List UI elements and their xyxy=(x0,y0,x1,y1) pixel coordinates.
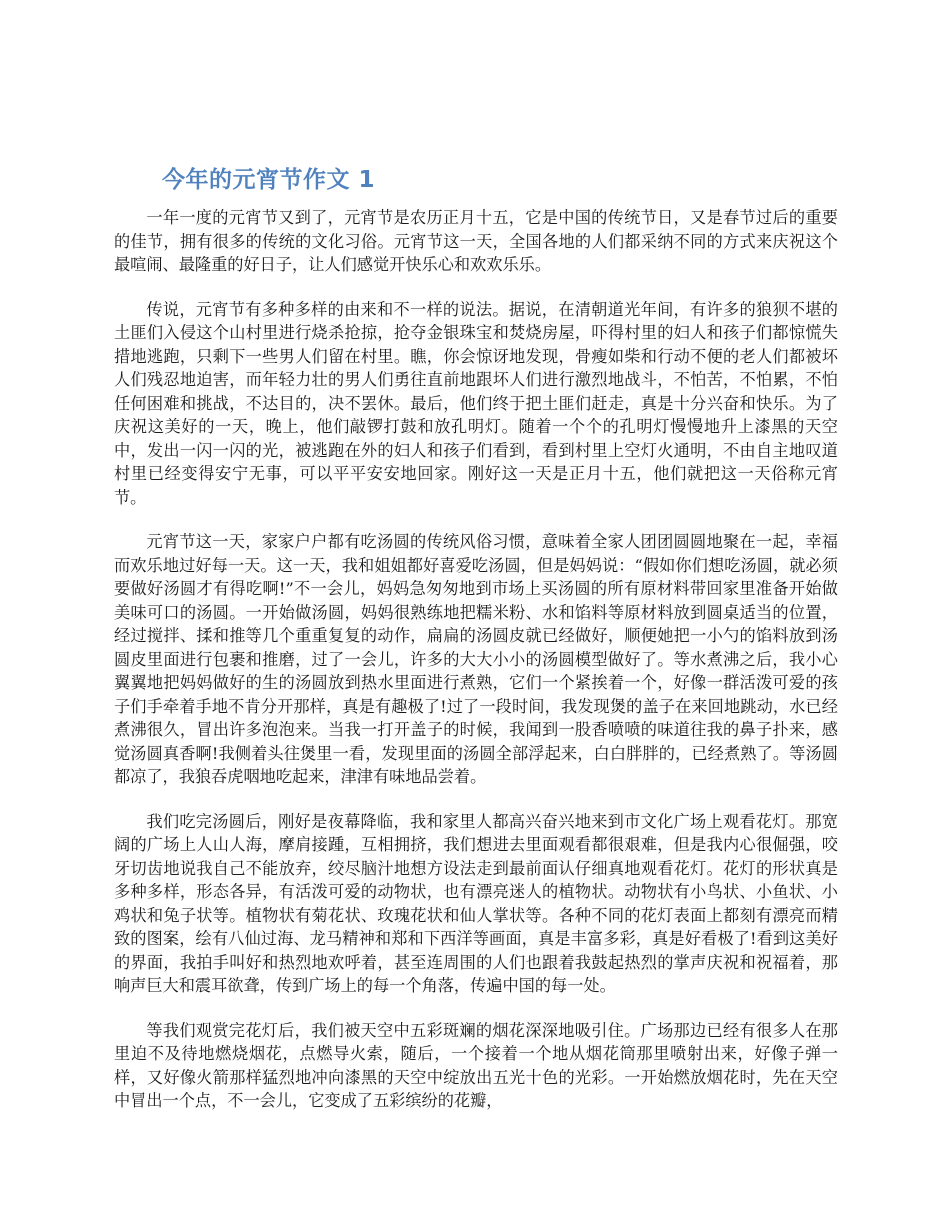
paragraph-lanterns: 我们吃完汤圆后，刚好是夜幕降临，我和家里人都高兴奋兴地来到市文化广场上观看花灯。那宽阔的广场上人山人海，摩肩接踵，互相拥挤，我们想进去里面观看都很艰难，但是我内心很倔强，咬牙切齿地说我自己不能放弃，绞尽脑汁地想方设法走到最前面认仔细真地观看花灯。花灯的形状真是多种多样，形态各异，有活泼可爱的动物状，也有漂亮迷人的植物状。动物状有小鸟状、小鱼状、小鸡状和兔子状等。植物状有菊花状、玫瑰花状和仙人掌状等。各种不同的花灯表面上都刻有漂亮而精致的图案，绘有八仙过海、龙马精神和郑和下西洋等画面，真是丰富多彩，真是好看极了!看到这美好的界面，我拍手叫好和热烈地欢呼着，甚至连周围的人们也跟着我鼓起热烈的掌声庆祝和祝福着，那响声巨大和震耳欲聋，传到广场上的每一个角落，传遍中国的每一处。 xyxy=(114,811,838,995)
paragraph-fireworks: 等我们观赏完花灯后，我们被天空中五彩斑斓的烟花深深地吸引住。广场那边已经有很多人在那里迫不及待地燃烧烟花，点燃导火索，随后，一个接着一个地从烟花筒那里喷射出来，好像子弹一样，又好像火箭那样猛烈地冲向漆黑的天空中绽放出五光十色的光彩。一开始燃放烟花时，先在天空中冒出一个点，不一会儿，它变成了五彩缤纷的花瓣， xyxy=(114,1020,838,1110)
paragraph-legend: 传说，元宵节有多种多样的由来和不一样的说法。据说，在清朝道光年间，有许多的狼狈不堪的土匪们入侵这个山村里进行烧杀抢掠，抢夺金银珠宝和焚烧房屋，吓得村里的妇人和孩子们都惊慌失措地逃跑，只剩下一些男人们留在村里。瞧，你会惊讶地发现，骨瘦如柴和行动不便的老人们都被坏人们残忍地迫害，而年轻力壮的男人们勇往直前地跟坏人们进行激烈地战斗，不怕苦，不怕累，不怕任何困难和挑战，不达目的，决不罢休。最后，他们终于把土匪们赶走，真是十分兴奋和快乐。为了庆祝这美好的一天，晚上，他们敲锣打鼓和放孔明灯。随着一个个的孔明灯慢慢地升上漆黑的天空中，发出一闪一闪的光，被逃跑在外的妇人和孩子们看到，看到村里上空灯火通明，不由自主地叹道村里已经变得安宁无事，可以平平安安地回家。刚好这一天是正月十五，他们就把这一天俗称元宵节。 xyxy=(114,299,838,507)
document-body xyxy=(114,206,838,1134)
document-title: 今年的元宵节作文 1 xyxy=(162,167,376,193)
paragraph-intro: 一年一度的元宵节又到了，元宵节是农历正月十五，它是中国的传统节日，又是春节过后的重要的佳节，拥有很多的传统的文化习俗。元宵节这一天，全国各地的人们都采纳不同的方式来庆祝这个最喧闹、最隆重的好日子，让人们感觉开快乐心和欢欢乐乐。 xyxy=(114,208,838,274)
paragraph-tangyuan: 元宵节这一天，家家户户都有吃汤圆的传统风俗习惯，意味着全家人团团圆圆地聚在一起，幸福而欢乐地过好每一天。这一天，我和姐姐都好喜爱吃汤圆，但是妈妈说：“假如你们想吃汤圆，就必须要做好汤圆才有得吃啊!”不一会儿，妈妈急匆匆地到市场上买汤圆的所有原材料带回家里准备开始做美味可口的汤圆。一开始做汤圆，妈妈很熟练地把糯米粉、水和馅料等原材料放到圆桌适当的位置，经过搅拌、揉和推等几个重重复复的动作，扁扁的汤圆皮就已经做好，顺便她把一小勺的馅料放到汤圆皮里面进行包裹和推磨，过了一会儿，许多的大大小小的汤圆模型做好了。等水煮沸之后，我小心翼翼地把妈妈做好的生的汤圆放到热水里面进行煮熟，它们一个紧挨着一个，好像一群活泼可爱的孩子们手牵着手地不肯分开那样，真是有趣极了!过了一段时间，我发现煲的盖子在来回地跳动，水已经煮沸很久，冒出许多泡泡来。当我一打开盖子的时候，我闻到一股香喷喷的味道往我的鼻子扑来，感觉汤圆真香啊!我侧着头往煲里一看，发现里面的汤圆全部浮起来，白白胖胖的，已经煮熟了。等汤圆都凉了，我狼吞虎咽地吃起来，津津有味地品尝着。 xyxy=(114,532,838,786)
